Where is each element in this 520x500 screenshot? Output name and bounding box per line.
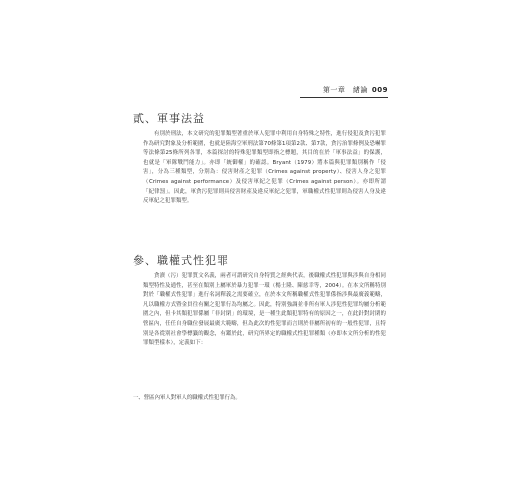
section-heading-authority-sex-crime: 參、職權式性犯罪 [133, 254, 229, 267]
running-head [300, 85, 388, 98]
chapter-title: 第一章 緒論 [322, 86, 368, 94]
page-number: 009 [371, 86, 388, 94]
list-item: 一、營區內軍人對軍人的職權式性犯罪行為。 [133, 395, 241, 401]
section-heading-military-interest: 貳、軍事法益 [133, 112, 205, 125]
section-paragraph-military-interest: 有別於刑法，本文研究的犯罪類型著重於軍人犯罪中利用自身特殊之特性，進行侵犯及貪污犯罪作為研究對象及分析範圍，也就是陸海空軍刑法第70條第1項第2款、第7款，貪污治罪條例及恐嚇罪等法條第25條所列各罪，本篇探討的特殊犯罪類型即指之標題，其目的在於「軍事法益」的保護，也就是「軍隊戰鬥能力」。亦即「統御權」的確認。Bryant（1979）將本篇與犯罪類別稱作「侵害」，分為三種類型，分別為：侵害財產之犯罪（Crimes against property）、侵害人身之犯罪（Crimes against performance）及侵害軍紀之犯罪（Crimes against person）。亦即所謂「紀律罰」。因此，軍貪污犯罪則具侵害財產及違反軍紀之犯罪，軍職權式性犯罪則為侵害人身及違反軍紀之犯罪類型。 [143, 131, 386, 205]
section-paragraph-authority-sex-crime: 貪瀆（污）犯罪質文名義，兩者可謂研究自身特質之經典代表，後職權式性犯罪與涉與自身相同類型特性及通性，甚至在類別上屬軍於暴力犯罪一環（楊士隆、陳慈幸等，2004）。在本文所稱特別對於「職權式性犯罪」進行名詞釋義之需要確立，在於本文所稱職權式性犯罪係指涉與最廣義範疇，凡以職權方式暨金員往有關之犯罪行為均屬之。因此，特別強調並非所有軍人涉犯性犯罪均屬分析範圍之內，但卡其類犯罪係屬「非封閉」的環境，是一種生此類犯罪特有的原因之一，在此針對封閉的營區內，任任自身職位發展最廣大範疇，但為此次的性犯罪而言則於非屬所初有的一般性犯罪，且特別是各從別社會學標籤的觀念，有鑑於此，研究所界定的職權式性犯罪種類（亦即本文所分析的性犯罪類型樣本），定義如下： [143, 273, 386, 347]
